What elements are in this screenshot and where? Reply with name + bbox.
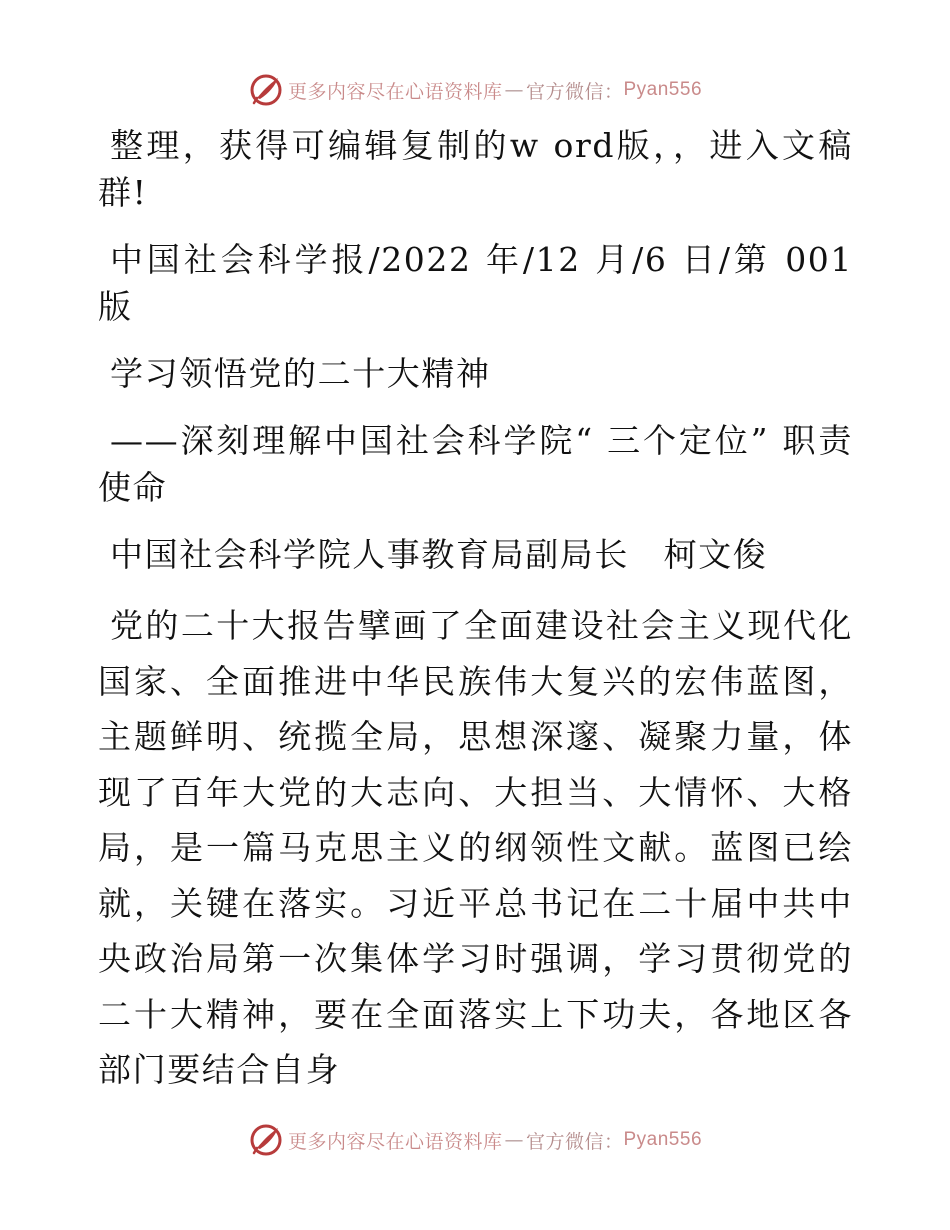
header-banner [0, 70, 950, 110]
banner-label: 官方微信： [525, 80, 624, 103]
article-subtitle: ——深刻理解中国社会科学院“ 三个定位” 职责使命 [98, 421, 853, 507]
banner-separator: — [504, 79, 524, 101]
banner-separator: — [504, 1129, 524, 1151]
intro-paragraph: 整理，获得可编辑复制的w ord版，，进入文稿群! [98, 126, 853, 212]
banner-wechat-id: Pyan556 [623, 1129, 703, 1150]
source-line: 中国社会科学报/2022 年/12 月/6 日/第 001 版 [98, 240, 853, 326]
banner-text: 更多内容尽在心语资料库 [287, 80, 503, 103]
author-line: 中国社会科学院人事教育局副局长 柯文俊 [110, 535, 768, 574]
footer-banner [0, 1120, 950, 1160]
quill-pen-logo-icon [248, 72, 284, 108]
banner-wechat-id: Pyan556 [623, 79, 703, 100]
banner-label: 官方微信： [525, 1130, 624, 1153]
banner-text: 更多内容尽在心语资料库 [287, 1130, 503, 1153]
body-paragraph: 党的二十大报告擘画了全面建设社会主义现代化国家、全面推进中华民族伟大复兴的宏伟蓝图，主题鲜明、统揽全局，思想深邃、凝聚力量，体现了百年大党的大志向、大担当、大情怀、大格局，是一篇马克思主义的纲领性文献。蓝图已绘就，关键在落实。习近平总书记在二十届中共中央政治局第一次集体学习时强调，学习贯彻党的二十大精神，要在全面落实上下功夫，各地区各部门要结合自身 [98, 606, 853, 1089]
quill-pen-logo-icon [248, 1122, 284, 1158]
document-content [98, 122, 853, 1118]
article-title: 学习领悟党的二十大精神 [110, 354, 491, 393]
